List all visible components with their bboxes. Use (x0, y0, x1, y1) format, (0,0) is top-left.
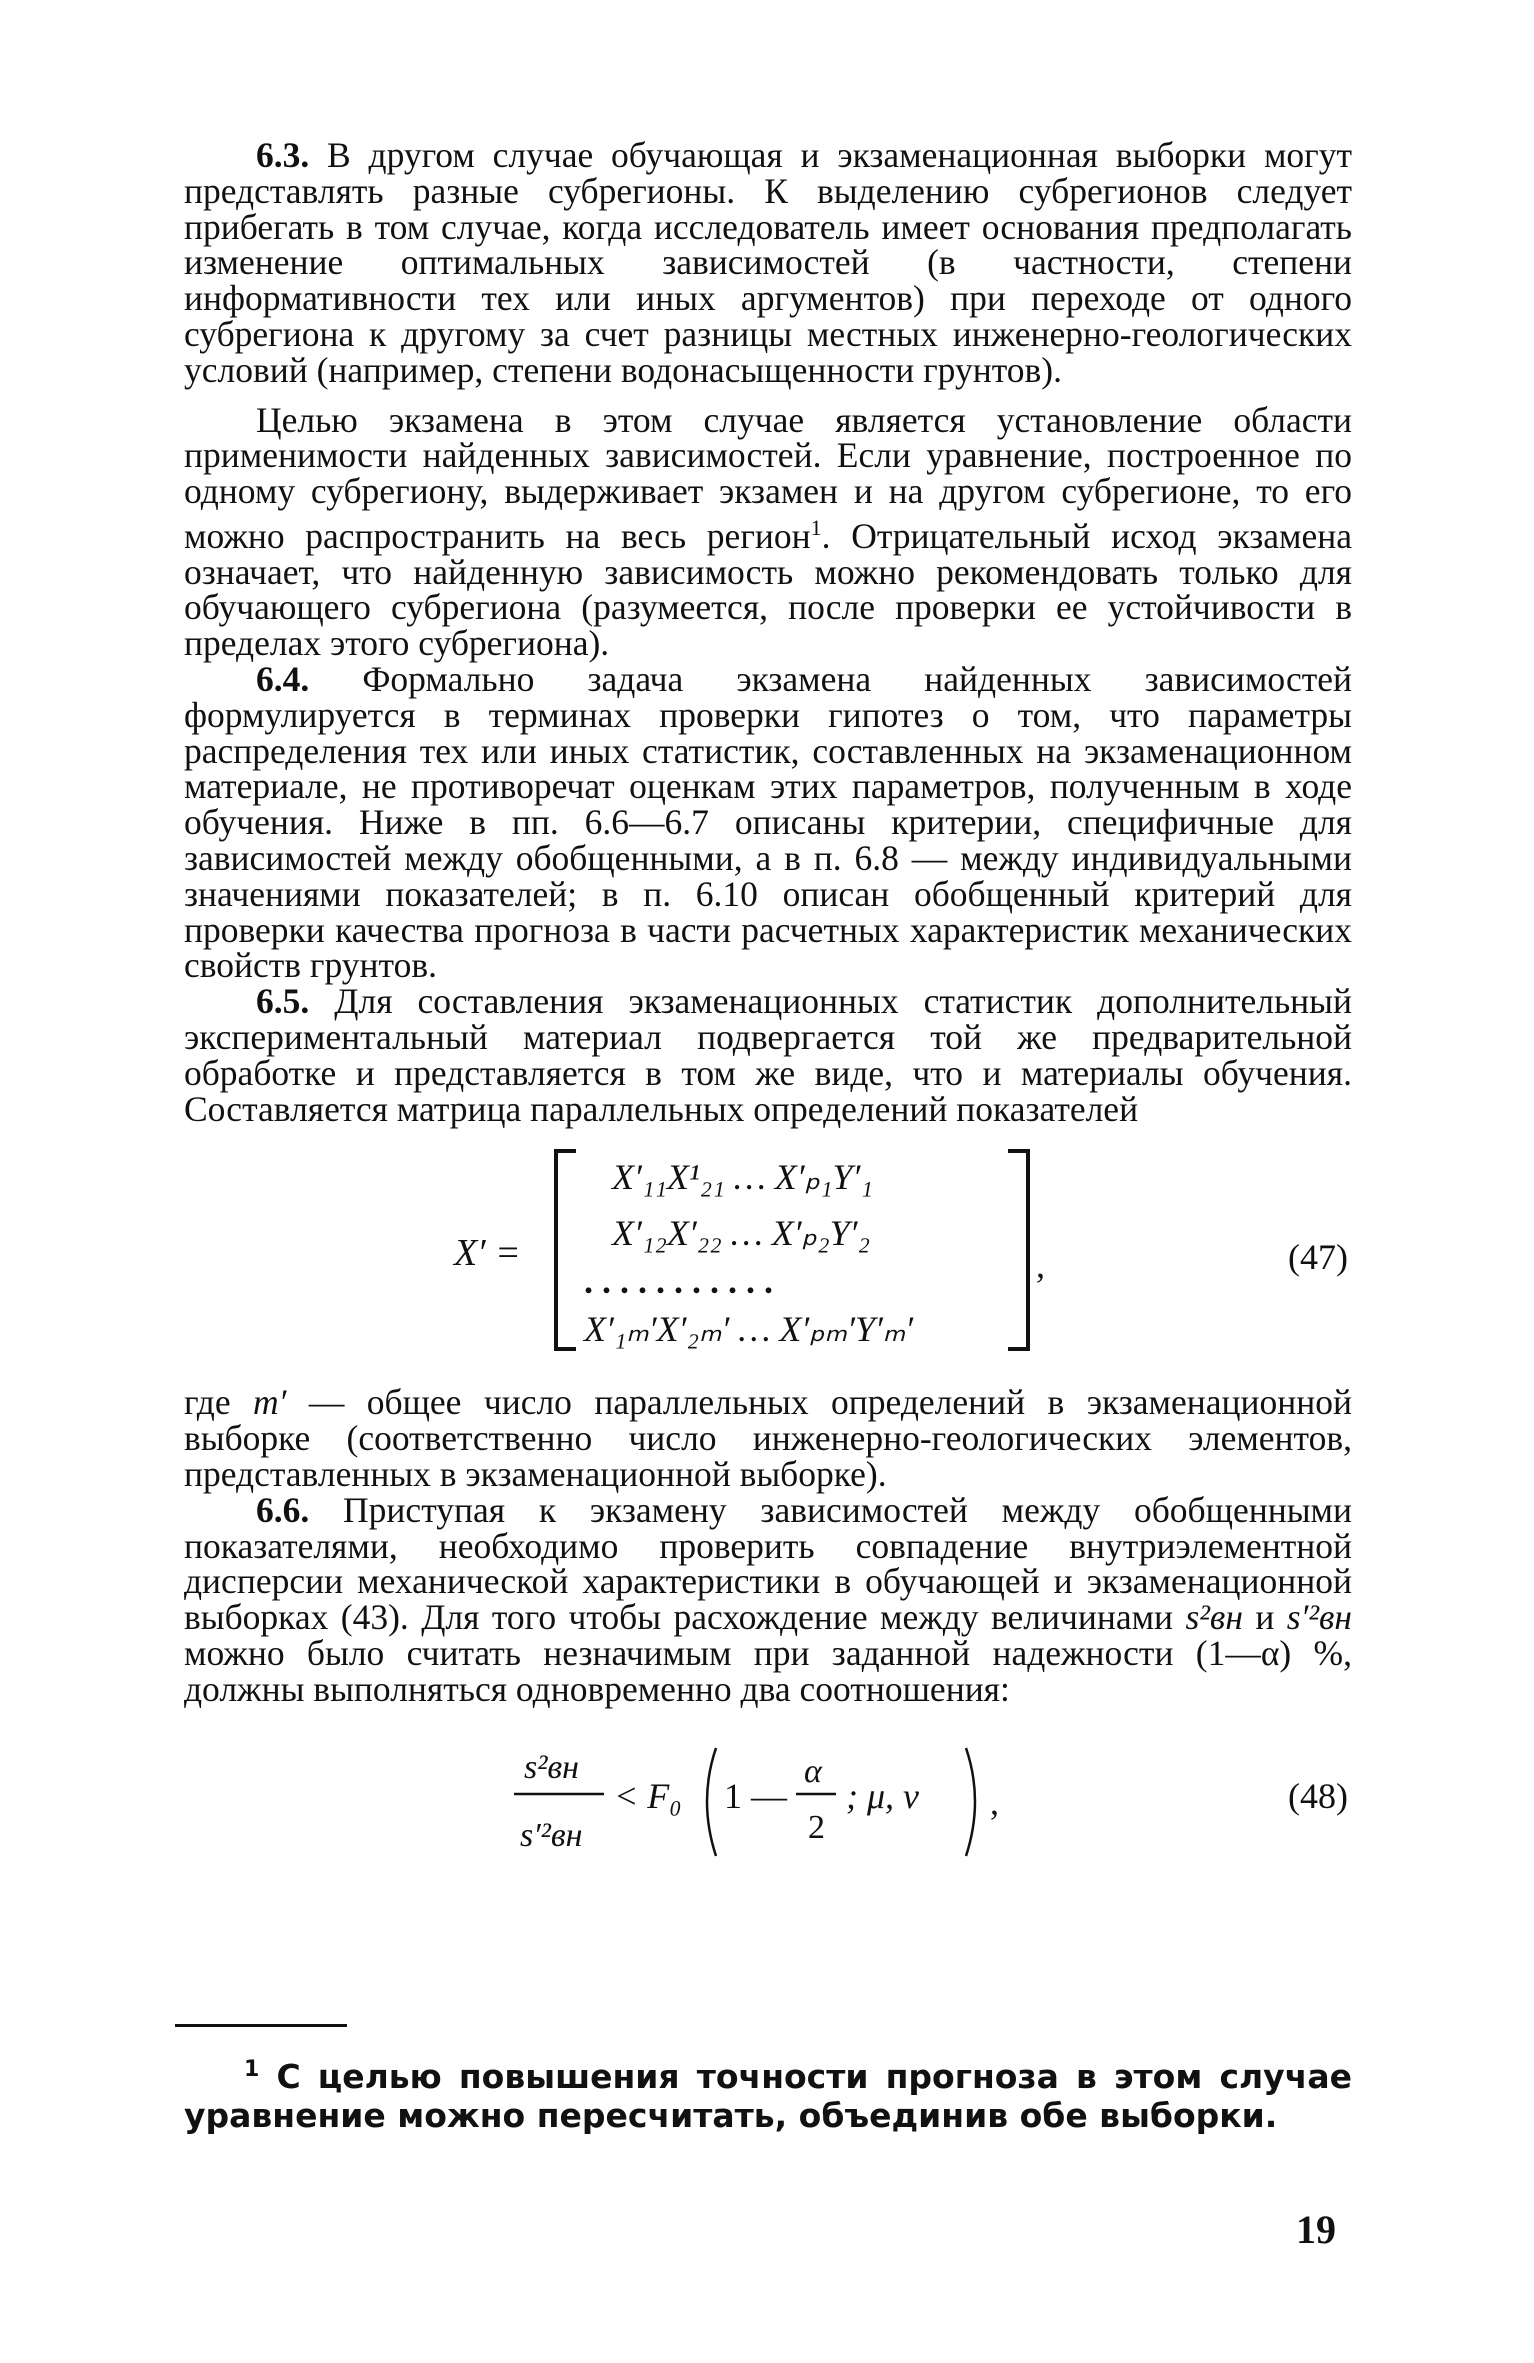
right-bracket (1008, 1151, 1028, 1349)
paragraph-text: Формально задача экзамена найденных зависимостей формулируется в терминах проверки гипотез о том, что параметры распределения тех или иных статистик, составленных на экзаменационном материале, не противоречат оценкам этих параметров, полученным в ходе обучения. Ниже в пп. 6.6—6.7 описаны критерии, специфичные для зависимостей между обобщенными, а в п. 6.8 — между индивидуальными значениями показателей; в п. 6.10 описан обобщенный критерий для проверки качества прогноза в части расчетных характеристик механических свойств грунтов. (184, 658, 1353, 986)
paragraph-6-3-continued (184, 399, 1352, 664)
eq48-two: 2 (808, 1808, 825, 1846)
footnote-separator (175, 2024, 347, 2027)
eq48-comma: , (990, 1781, 999, 1822)
page-number: 19 (1296, 2207, 1336, 2252)
section-number: 6.3. (256, 135, 310, 175)
symbol-s-vn-squared: s²вн (1185, 1597, 1243, 1638)
paragraph-text: В другом случае обучающая и экзаменационная выборки могут представлять разные субрегионы. К выделению субрегионов следует прибегать в том случае, когда исследователь имеет основания предполагать изменение оптимальных зависимостей (в частности, степени информативности тех или иных аргументов) при переходе от одного субрегиона к другому за счет разницы местных инженерно-геологических условий (например, степени водонасыщенности грунтов). (184, 135, 1352, 390)
eq48-numerator: s²вн (524, 1748, 580, 1786)
eq48-right-paren (966, 1748, 975, 1856)
left-bracket (556, 1151, 576, 1349)
eq47-comma: , (1036, 1245, 1045, 1286)
paragraph-text: можно было считать незначимым при заданной надежности (1—α) %, должны выполняться одновременно два соотношения: (184, 1632, 1352, 1709)
paragraph-text: Приступая к экзамену зависимостей между обобщенными показателями, необходимо проверить совпадение внутриэлементной дисперсии механической характеристики в обучающей и экзаменационной выборках (43). Для того чтобы расхождение между величинами (184, 1489, 1353, 1638)
paragraph-6-5 (184, 981, 1353, 1129)
eq48-left-paren (707, 1748, 716, 1856)
equation-48 (184, 1726, 1352, 1886)
paragraph-6-4 (184, 658, 1353, 986)
footnote-reference: 1 (810, 514, 822, 540)
eq48-alpha: α (804, 1752, 822, 1790)
matrix-row-1: X′₁₁X¹₂₁ … X′ₚ₁Y′₁ (612, 1157, 873, 1198)
equation-number-47: (47) (1288, 1237, 1348, 1278)
equation-number-48: (48) (1288, 1775, 1348, 1816)
paragraph-text: Целью экзамена в этом случае является установление области применимости найденных зависимостей. Если уравнение, построенное по одному субрегиону, выдерживает экзамен и на другом субрегионе, то его можно распространить на весь регион (184, 399, 1352, 556)
paragraph-6-6: 6.6. Приступая к экзамену зависимостей между обобщенными показателями, необходимо проверить совпадение внутриэлементной дисперсии механической характеристики в обучающей и экзаменационной выборках (43). Для того чтобы расхождение между величинами s²вн и s′²вн можно было считать незначимым при заданной надежности (1—α) %, должны выполняться одновременно два соотношения: (184, 1489, 1353, 1709)
footnote-marker: 1 (244, 2057, 260, 2082)
eq47-lhs: X′ = (454, 1232, 521, 1275)
equation-47 (184, 1141, 1352, 1369)
section-number: 6.4. (256, 658, 310, 699)
page-body (184, 135, 1353, 1886)
paragraph-text: Для составления экзаменационных статистик дополнительный экспериментальный материал подвергается той же предварительной обработке и представляется в том же виде, что и материалы обучения. Составляется матрица параллельных определений показателей (184, 981, 1353, 1129)
matrix-row-2: X′₁₂X′₂₂ … X′ₚ₂Y′₂ (612, 1213, 871, 1254)
symbol-s-vn-prime-squared: s′²вн (1286, 1597, 1353, 1638)
section-number: 6.5. (256, 981, 310, 1022)
footnote-text: С целью повышения точности прогноза в этом случае уравнение можно пересчитать, объединив обе выборки. (184, 2057, 1352, 2135)
variable-m-prime: m′ (253, 1382, 287, 1423)
matrix-row-3: . . . . . . . . . . . (584, 1261, 773, 1302)
paragraph-where: где m′ — общее число параллельных определений в экзаменационной выборке (соответственно число инженерно-геологических элементов, представленных в экзаменационной выборке). (184, 1382, 1352, 1494)
eq48-denominator: s′²вн (520, 1816, 583, 1854)
eq48-one-minus: 1 — (724, 1775, 787, 1816)
matrix-row-4: X′₁ₘ′X′₂ₘ′ … X′ₚₘ′Y′ₘ′ (584, 1309, 914, 1350)
footnote (184, 2050, 1352, 2135)
section-number: 6.6. (256, 1489, 310, 1530)
paragraph-text: . Отрицательный исход экзамена означает, что найденную зависимость можно рекомендовать только для обучающего субрегиона (разумеется, после проверки ее устойчивости в пределах этого субрегиона). (184, 515, 1352, 664)
eq48-args: ; μ, ν (846, 1775, 920, 1816)
paragraph-6-3 (184, 135, 1352, 390)
eq48-less-than: < F₀ (614, 1775, 682, 1816)
